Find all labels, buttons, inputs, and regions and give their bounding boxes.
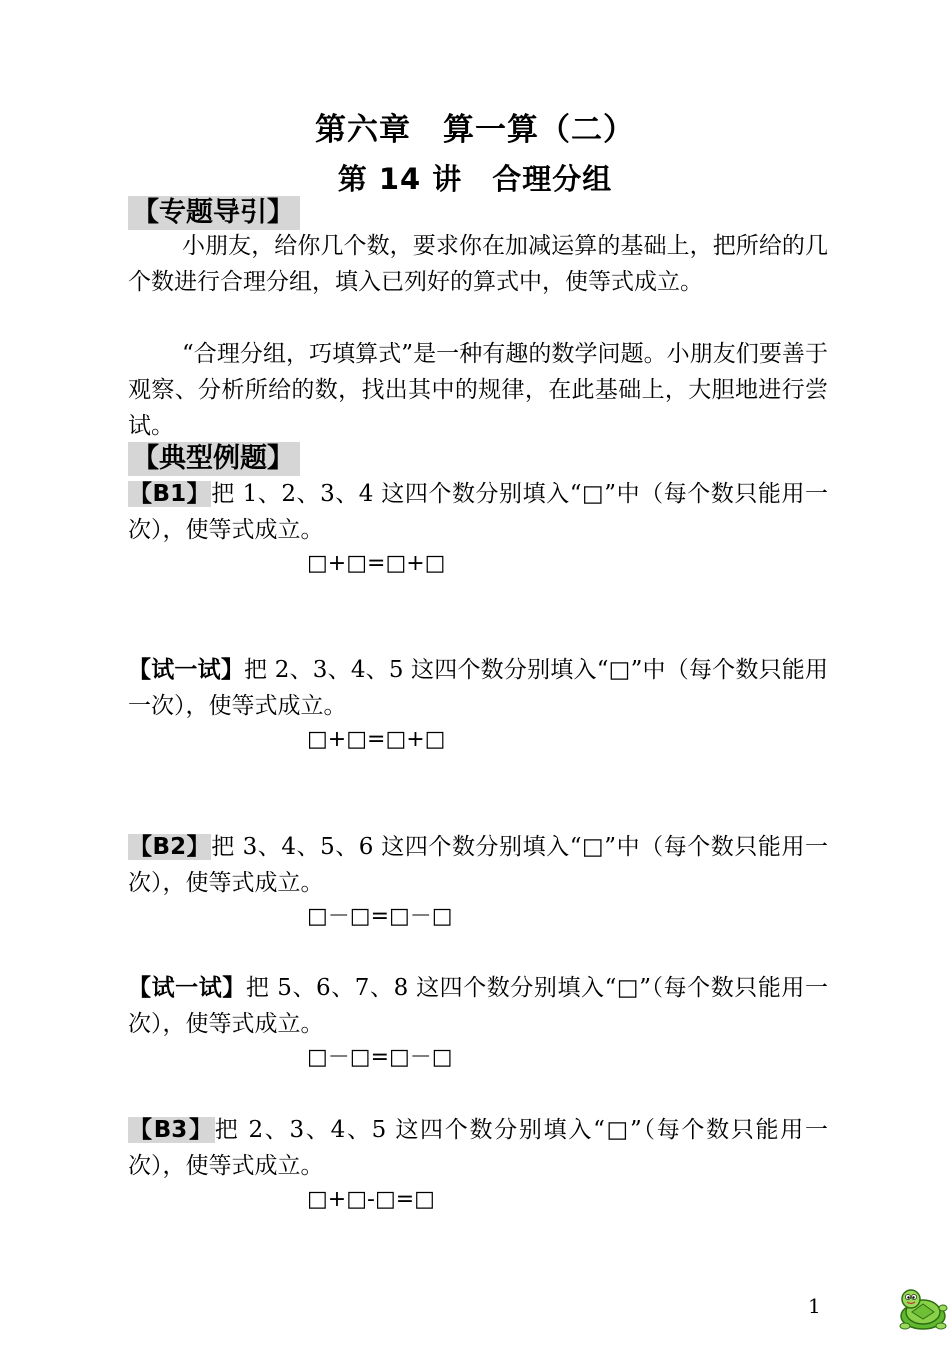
equation-try-1: □+□=□+□: [307, 727, 446, 752]
problem-b1: [128, 476, 828, 548]
problem-text: 把 2、3、4、5 这四个数分别填入“□”中（每个数只能用一次），使等式成立。: [128, 657, 828, 719]
problem-tag: 【B2】: [129, 834, 211, 860]
equation-b2: □－□=□－□: [307, 904, 453, 929]
section-examples-heading: 【典型例题】: [128, 442, 300, 476]
chapter-title: 第六章 算一算（二）: [315, 112, 635, 148]
problem-try-2: [128, 970, 828, 1042]
lesson-title: 第 14 讲 合理分组: [337, 162, 613, 196]
equation-try-2: □－□=□－□: [307, 1045, 453, 1070]
problem-b3: [128, 1112, 828, 1184]
problem-tag: 【试一试】: [128, 975, 246, 1001]
problem-text: 把 1、2、3、4 这四个数分别填入“□”中（每个数只能用一次），使等式成立。: [128, 481, 828, 543]
problem-text: 把 5、6、7、8 这四个数分别填入“□”（每个数只能用一次），使等式成立。: [128, 975, 828, 1037]
section-intro-heading: 【专题导引】: [128, 196, 300, 230]
problem-text: 把 3、4、5、6 这四个数分别填入“□”中（每个数只能用一次），使等式成立。: [128, 834, 828, 896]
problem-text: 把 2、3、4、5 这四个数分别填入“□”（每个数只能用一次），使等式成立。: [128, 1117, 828, 1179]
equation-b3: □+□-□=□: [307, 1187, 435, 1212]
problem-tag: 【B3】: [129, 1117, 214, 1143]
problem-tag: 【B1】: [129, 481, 211, 507]
problem-try-1: [128, 652, 828, 724]
page-number: 1: [808, 1294, 821, 1318]
intro-paragraph-1: 小朋友，给你几个数，要求你在加减运算的基础上，把所给的几个数进行合理分组，填入已列好的算式中，使等式成立。: [128, 233, 828, 295]
equation-b1: □+□=□+□: [307, 551, 446, 576]
problem-b2: [128, 829, 828, 901]
problem-tag: 【试一试】: [128, 657, 245, 683]
turtle-logo-icon: [897, 1286, 949, 1332]
intro-paragraph-2: “合理分组，巧填算式”是一种有趣的数学问题。小朋友们要善于观察、分析所给的数，找出其中的规律，在此基础上，大胆地进行尝试。: [128, 341, 828, 439]
